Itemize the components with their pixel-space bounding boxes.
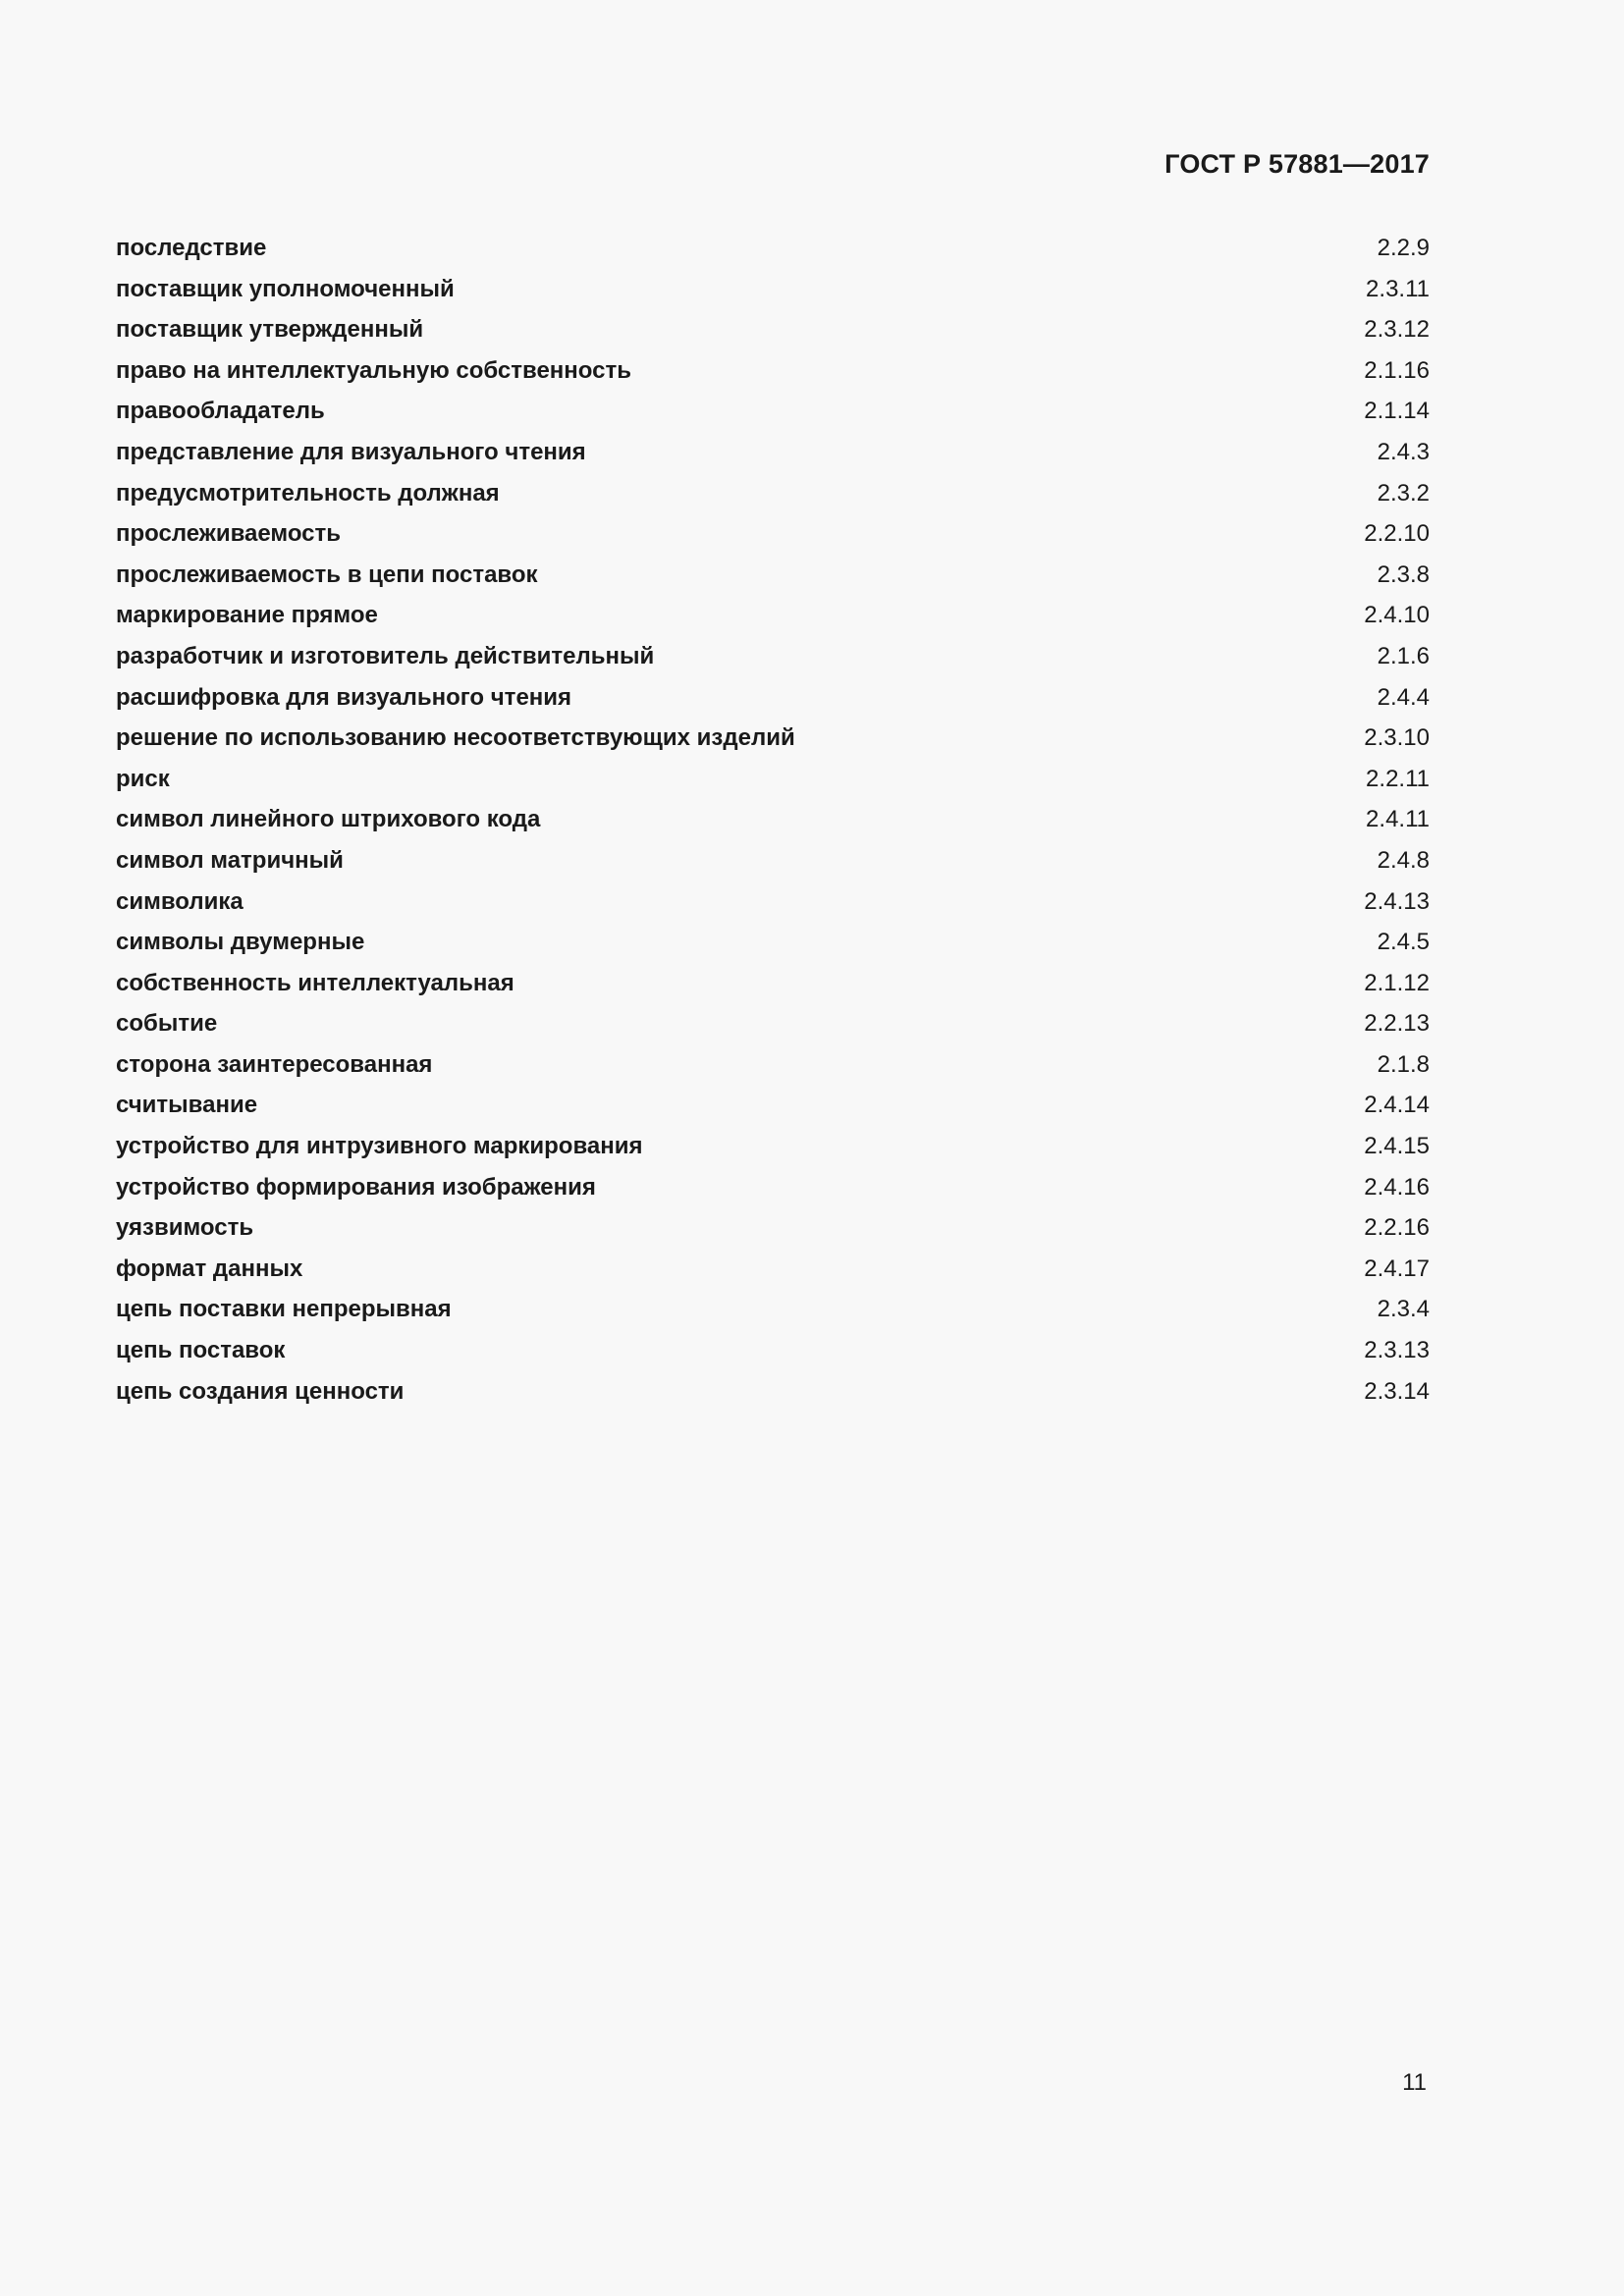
- index-row: [116, 677, 1430, 719]
- index-row: [116, 881, 1430, 923]
- index-row: [116, 799, 1430, 840]
- index-row: [116, 555, 1430, 596]
- index-term: символы двумерные: [116, 929, 365, 956]
- index-reference: 2.3.14: [1364, 1377, 1430, 1405]
- page-number: 11: [1402, 2069, 1427, 2096]
- index-term: право на интеллектуальную собственность: [116, 356, 631, 384]
- index-row: [116, 1371, 1430, 1413]
- index-reference: 2.3.2: [1377, 479, 1430, 507]
- index-reference: 2.2.13: [1364, 1010, 1430, 1038]
- index-term: собственность интеллектуальная: [116, 969, 514, 996]
- index-reference: 2.3.8: [1377, 561, 1430, 588]
- index-row: [116, 1003, 1430, 1044]
- index-row: [116, 1249, 1430, 1290]
- index-row: [116, 1207, 1430, 1249]
- index-row: [116, 636, 1430, 677]
- index-reference: 2.2.10: [1364, 520, 1430, 548]
- index-term: прослеживаемость в цепи поставок: [116, 561, 538, 588]
- index-reference: 2.4.10: [1364, 602, 1430, 629]
- index-reference: 2.4.16: [1364, 1173, 1430, 1201]
- index-row: [116, 1167, 1430, 1208]
- index-row: [116, 1126, 1430, 1167]
- index-row: [116, 391, 1430, 432]
- index-term: расшифровка для визуального чтения: [116, 683, 572, 711]
- index-reference: 2.4.5: [1377, 929, 1430, 956]
- index-reference: 2.3.13: [1364, 1337, 1430, 1364]
- index-reference: 2.4.11: [1366, 806, 1430, 833]
- index-term: сторона заинтересованная: [116, 1050, 433, 1078]
- index-term: считывание: [116, 1092, 258, 1119]
- index-row: [116, 432, 1430, 473]
- index-term: цепь поставки непрерывная: [116, 1296, 452, 1323]
- index-term: поставщик уполномоченный: [116, 275, 455, 302]
- index-reference: 2.4.14: [1364, 1092, 1430, 1119]
- index-reference: 2.4.13: [1364, 887, 1430, 915]
- index-term: цепь создания ценности: [116, 1377, 405, 1405]
- index-reference: 2.1.14: [1364, 398, 1430, 425]
- index-row: [116, 513, 1430, 555]
- index-term: предусмотрительность должная: [116, 479, 500, 507]
- index-reference: 2.4.15: [1364, 1133, 1430, 1160]
- index-reference: 2.1.16: [1364, 356, 1430, 384]
- index-term: устройство формирования изображения: [116, 1173, 596, 1201]
- index-row: [116, 1085, 1430, 1126]
- index-term: событие: [116, 1010, 218, 1038]
- index-row: [116, 759, 1430, 800]
- index-reference: 2.2.11: [1366, 765, 1430, 792]
- index-row: [116, 269, 1430, 310]
- index-row: [116, 1289, 1430, 1330]
- document-standard-number: ГОСТ Р 57881—2017: [1164, 149, 1430, 179]
- index-row: [116, 473, 1430, 514]
- index-term: представление для визуального чтения: [116, 438, 586, 465]
- index-row: [116, 309, 1430, 350]
- index-term: риск: [116, 765, 170, 792]
- index-row: [116, 922, 1430, 963]
- index-reference: 2.3.11: [1366, 275, 1430, 302]
- index-term: цепь поставок: [116, 1337, 286, 1364]
- index-reference: 2.4.4: [1377, 683, 1430, 711]
- index-reference: 2.3.10: [1364, 724, 1430, 752]
- index-reference: 2.3.4: [1377, 1296, 1430, 1323]
- index-term: поставщик утвержденный: [116, 316, 424, 344]
- index-row: [116, 595, 1430, 636]
- index-reference: 2.4.8: [1377, 846, 1430, 874]
- index-term: символ матричный: [116, 846, 344, 874]
- index-row: [116, 1044, 1430, 1086]
- index-row: [116, 1330, 1430, 1371]
- index-row: [116, 228, 1430, 269]
- index-term: формат данных: [116, 1255, 303, 1282]
- index-term: прослеживаемость: [116, 520, 342, 548]
- index-reference: 2.2.16: [1364, 1214, 1430, 1242]
- index-reference: 2.4.3: [1377, 438, 1430, 465]
- index-reference: 2.1.6: [1377, 642, 1430, 669]
- index-reference: 2.2.9: [1377, 235, 1430, 261]
- index-term: решение по использованию несоответствующих изделий: [116, 724, 795, 752]
- index-term: символ линейного штрихового кода: [116, 806, 541, 833]
- index-term: устройство для интрузивного маркирования: [116, 1133, 643, 1160]
- index-term: маркирование прямое: [116, 602, 378, 629]
- index-reference: 2.4.17: [1364, 1255, 1430, 1282]
- index-row: [116, 350, 1430, 392]
- index-term: разработчик и изготовитель действительный: [116, 642, 655, 669]
- index-term: уязвимость: [116, 1214, 254, 1242]
- index-term: символика: [116, 887, 244, 915]
- term-index-list: [116, 228, 1430, 1412]
- index-term: правообладатель: [116, 398, 325, 425]
- index-reference: 2.3.12: [1364, 316, 1430, 344]
- index-reference: 2.1.8: [1377, 1050, 1430, 1078]
- index-reference: 2.1.12: [1364, 969, 1430, 996]
- index-row: [116, 840, 1430, 881]
- index-row: [116, 718, 1430, 759]
- index-term: последствие: [116, 235, 267, 261]
- index-row: [116, 963, 1430, 1004]
